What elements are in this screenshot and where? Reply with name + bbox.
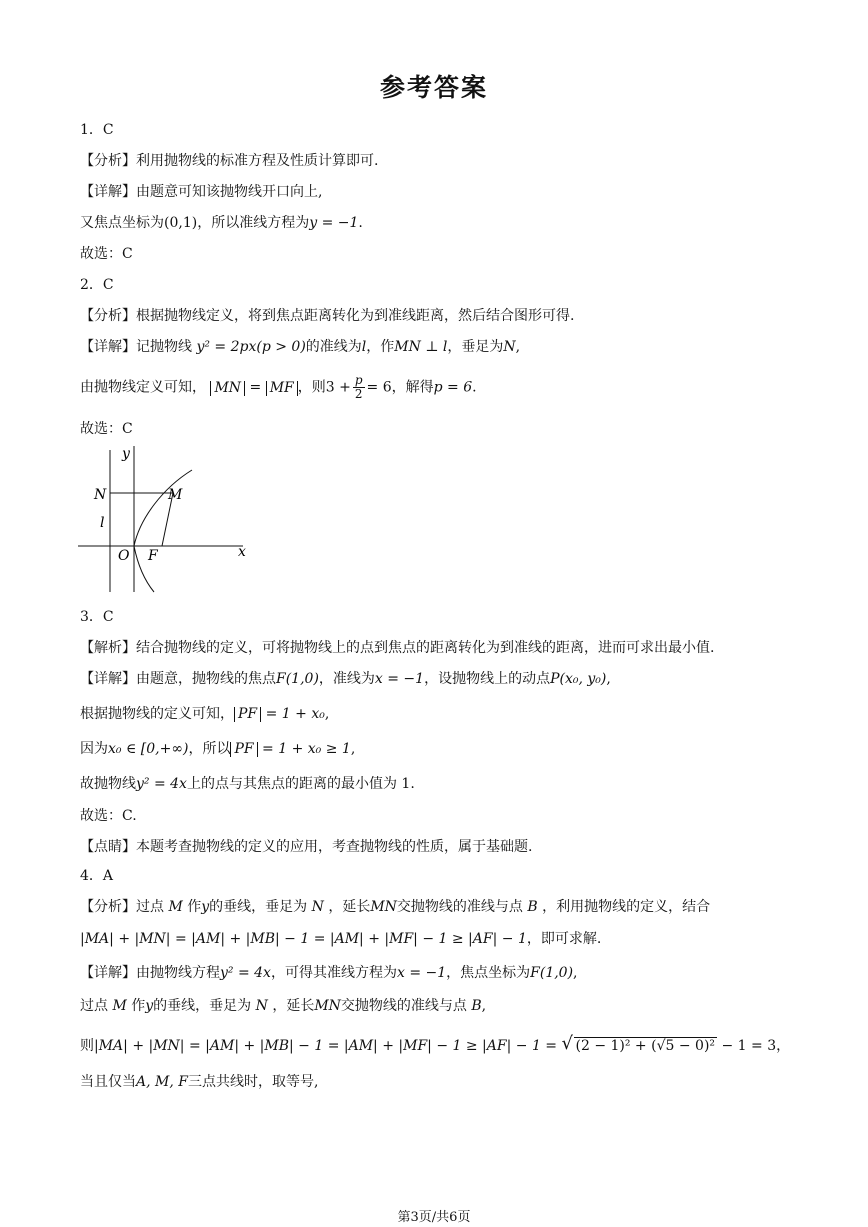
q4-text: 由抛物线方程: [136, 965, 220, 981]
q4-text: ，: [776, 1038, 791, 1054]
label-y: y: [122, 446, 130, 462]
q4-sqrt-body: (2 − 1)² + (√5 − 0)²: [575, 1038, 716, 1054]
q2-frac-num: p: [354, 373, 363, 387]
q4-text: ，延长: [272, 998, 315, 1014]
q4-result: − 1 = 3: [721, 1038, 777, 1054]
q4-text: ，即可求解.: [526, 931, 602, 947]
q3-comment-tag: 【点睛】: [80, 839, 136, 855]
q2-detail: [80, 337, 520, 357]
q4-detail-tag: 【详解】: [80, 965, 136, 981]
q4-analysis-tag: 【分析】: [80, 899, 136, 915]
q3-text: ,: [324, 706, 330, 722]
q3-comment: [80, 837, 532, 857]
q2-text: ,: [515, 339, 521, 355]
q4-focus: F(1,0): [530, 965, 574, 981]
q4-analysis: [80, 897, 710, 917]
q4-N: N: [311, 899, 324, 915]
q3-choice: 故选：C.: [80, 808, 137, 824]
q2-abs-mf: [266, 381, 298, 396]
q2-text: =: [249, 379, 262, 396]
q4-text: 则: [80, 1038, 94, 1054]
q4-N: N: [255, 998, 268, 1014]
q3-detail: [80, 669, 611, 689]
q4-text: ，延长: [328, 899, 371, 915]
q4-B: B: [527, 899, 538, 915]
q3-text: ，准线为: [318, 671, 375, 687]
q4-text: ，利用抛物线的定义，结合: [542, 899, 711, 915]
q2-text: 的准线为: [305, 339, 362, 355]
q2-number: 2．C: [80, 277, 114, 293]
q2-parabola-eq: y² = 2px(p > 0): [196, 339, 306, 355]
q3-parabola-eq: y² = 4x: [136, 776, 187, 792]
q3-range-line: [80, 739, 355, 759]
q3-analysis: [80, 638, 714, 658]
q3-pf: PF: [238, 706, 258, 722]
q2-p: p = 6: [433, 379, 473, 396]
q3-text: ,: [350, 741, 356, 757]
q2-analysis: [80, 306, 574, 326]
q3-abs-pf2: [230, 742, 257, 757]
q3-comment-text: 本题考查抛物线的定义的应用，考查抛物线的性质，属于基础题.: [136, 839, 533, 855]
q2-text: 记抛物线: [136, 339, 192, 355]
q1-detail: [80, 182, 322, 202]
q4-y: y: [145, 998, 154, 1014]
q2-text: ，则: [297, 379, 326, 396]
q1-text: .: [358, 215, 363, 231]
q2-choice: 故选：C: [80, 421, 133, 437]
q4-construction: [80, 996, 486, 1016]
q4-directrix: x = −1: [396, 965, 447, 981]
q3-text: ,: [606, 671, 611, 687]
q4-M: M: [168, 899, 183, 915]
q2-definition-line: [80, 374, 477, 401]
q2-text: 由抛物线定义可知，: [80, 379, 206, 396]
q3-x0-range: x₀ ∈ [0,+∞): [108, 741, 189, 757]
label-F: F: [148, 548, 158, 564]
q3-definition-line: [80, 704, 329, 724]
q4-parabola-eq: y² = 4x: [220, 965, 271, 981]
q4-analysis-formula: [80, 929, 601, 949]
q3-pf2: PF: [234, 741, 254, 757]
q2-frac-den: 2: [354, 387, 363, 401]
q1-focus: (0,1): [164, 215, 198, 231]
q4-number: 4．A: [80, 868, 114, 884]
q1-detail-tag: 【详解】: [80, 184, 136, 200]
q4-inequality: |MA| + |MN| = |AM| + |MB| − 1 = |AM| + |MF| − 1 ≥ |AF| − 1: [80, 931, 527, 947]
q3-number: 3．C: [80, 609, 114, 625]
q4-text: ,: [573, 965, 578, 981]
q4-B: B: [471, 998, 482, 1014]
q3-abs-pf: [234, 707, 261, 722]
q2-text: .: [472, 379, 477, 396]
q2-abs-mn: [210, 381, 245, 396]
q2-mn: MN: [214, 379, 242, 396]
q1-text: ，所以准线方程为: [197, 215, 310, 231]
q4-text: 作: [187, 899, 202, 915]
q4-points: A, M, F: [136, 1074, 188, 1090]
label-O: O: [118, 548, 130, 564]
q4-chain: |MA| + |MN| = |AM| + |MB| − 1 = |AM| + |MF| − 1 ≥ |AF| − 1 =: [94, 1038, 558, 1054]
q4-text: 的垂线，垂足为: [153, 998, 252, 1014]
q1-analysis-text: 利用抛物线的标准方程及性质计算即可.: [136, 153, 379, 169]
page-title: 参考答案: [379, 73, 488, 102]
q4-detail: [80, 963, 578, 983]
q3-text: ，所以: [188, 741, 231, 757]
q1-directrix: y = −1: [309, 215, 359, 231]
q4-equality: [80, 1072, 318, 1092]
q4-text: 当且仅当: [80, 1074, 136, 1090]
page-footer: 第3页/共6页: [397, 1210, 471, 1225]
q4-text: 交抛物线的准线与点: [396, 899, 523, 915]
q2-l: l: [361, 339, 367, 355]
q3-detail-tag: 【详解】: [80, 671, 136, 687]
q3-pf-value: = 1 + x₀: [265, 706, 325, 722]
q3-point-p: P(x₀, y₀): [550, 671, 607, 687]
q2-mf: MF: [269, 379, 294, 396]
q4-text: ,: [481, 998, 487, 1014]
q4-text: 的垂线，垂足为: [209, 899, 308, 915]
q1-text: 又焦点坐标为: [80, 215, 164, 231]
label-M: M: [168, 487, 183, 503]
q4-text: 三点共线时，取等号,: [187, 1074, 319, 1090]
parabola-figure: [78, 438, 253, 594]
q2-analysis-tag: 【分析】: [80, 308, 136, 324]
parabola-curve: [134, 470, 192, 592]
q3-text: 根据抛物线的定义可知，: [80, 706, 234, 722]
q1-choice: 故选：C: [80, 246, 133, 262]
q4-text: ，焦点坐标为: [446, 965, 531, 981]
q3-analysis-tag: 【解析】: [80, 640, 136, 656]
q1-analysis: [80, 151, 378, 171]
q1-focus-line: [80, 213, 363, 233]
q3-text: ，设抛物线上的动点: [424, 671, 551, 687]
q2-fraction: [353, 374, 365, 401]
q4-text: 过点: [136, 899, 164, 915]
q2-detail-tag: 【详解】: [80, 339, 136, 355]
q4-sqrt: [562, 1034, 718, 1058]
q2-perp: MN ⊥ l: [394, 339, 448, 355]
q3-conclusion: [80, 774, 415, 794]
q3-pf-bound: = 1 + x₀ ≥ 1: [262, 741, 351, 757]
q3-directrix: x = −1: [374, 671, 425, 687]
q4-text: ，可得其准线方程为: [270, 965, 397, 981]
q2-six: = 6: [366, 379, 392, 396]
q3-analysis-text: 结合抛物线的定义，可将抛物线上的点到焦点的距离转化为到准线的距离，进而可求出最小值.: [136, 640, 715, 656]
q3-text: 上的点与其焦点的距离的最小值为 1.: [186, 776, 415, 792]
label-N: N: [94, 487, 107, 503]
label-l: l: [100, 515, 105, 531]
q1-number: 1．C: [80, 122, 114, 138]
q4-y: y: [201, 899, 210, 915]
q3-text: 故抛物线: [80, 776, 136, 792]
q2-three: 3 +: [325, 379, 351, 396]
q4-MN: MN: [314, 998, 341, 1014]
q3-focus: F(1,0): [276, 671, 319, 687]
q4-MN: MN: [370, 899, 397, 915]
q1-detail-text: 由题意可知该抛物线开口向上,: [136, 184, 323, 200]
q4-text: 过点: [80, 998, 108, 1014]
q4-text: 作: [131, 998, 146, 1014]
q3-text: 因为: [80, 741, 108, 757]
q1-analysis-tag: 【分析】: [80, 153, 136, 169]
q2-text: ，解得: [391, 379, 434, 396]
q3-text: 由题意，抛物线的焦点: [136, 671, 276, 687]
q2-N: N: [503, 339, 516, 355]
q2-analysis-text: 根据抛物线定义，将到焦点距离转化为到准线距离，然后结合图形可得.: [136, 308, 575, 324]
label-x: x: [238, 544, 246, 560]
q4-M: M: [112, 998, 127, 1014]
q4-computation: [80, 1034, 790, 1058]
q2-text: ，作: [366, 339, 395, 355]
q4-text: 交抛物线的准线与点: [340, 998, 467, 1014]
q2-text: ，垂足为: [447, 339, 504, 355]
